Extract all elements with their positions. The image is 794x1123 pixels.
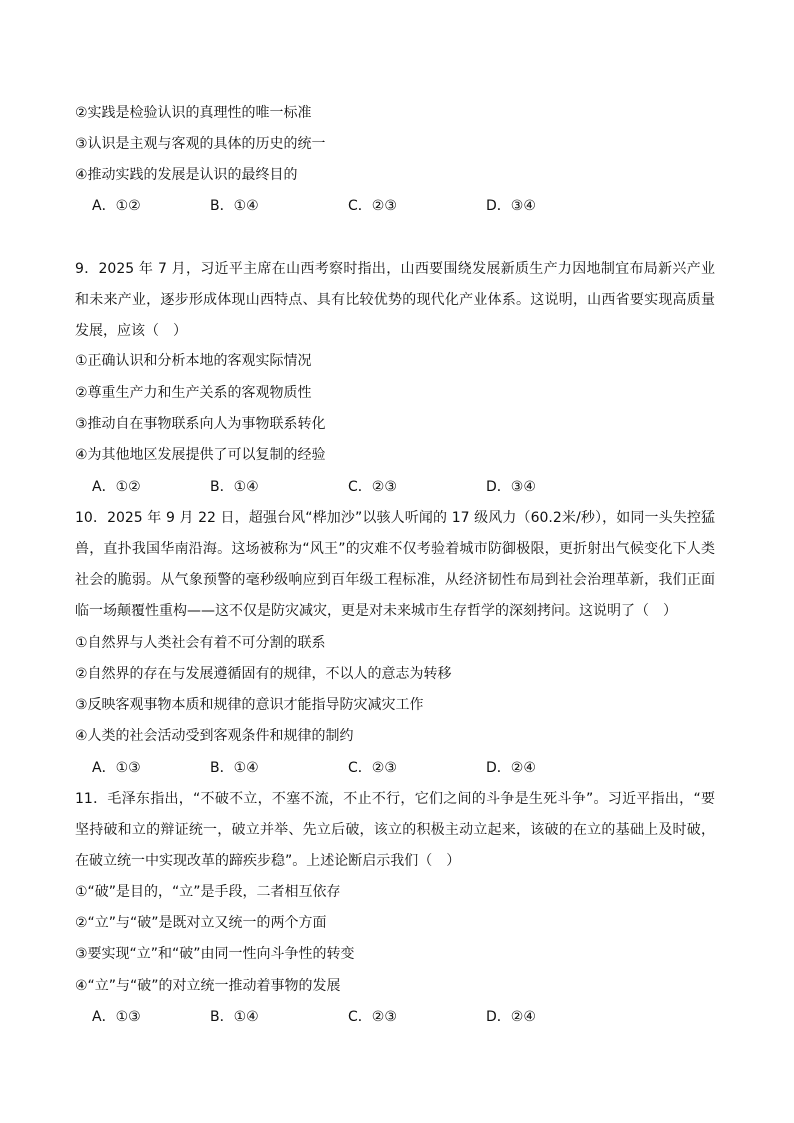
q11-statement-2: ②“立”与“破”是既对立又统一的两个方面 [75, 915, 327, 931]
q8-statement-3: ③认识是主观与客观的具体的历史的统一 [75, 136, 326, 152]
q8-statement-2: ②实践是检验认识的真理性的唯一标准 [75, 105, 312, 121]
q10-statement-2: ②自然界的存在与发展遵循固有的规律，不以人的意志为转移 [75, 666, 452, 682]
q11-option-d: D．②④ [486, 1009, 536, 1025]
q10-statement-3: ③反映客观事物本质和规律的意识才能指导防灾减灾工作 [75, 697, 424, 713]
q11-statement-4: ④“立”与“破”的对立统一推动着事物的发展 [75, 978, 341, 994]
q9-option-b: B．①④ [210, 479, 259, 495]
q11-option-c: C．②③ [348, 1009, 397, 1025]
q8-option-d: D．③④ [486, 198, 536, 214]
q9-stem: 9．2025 年 7 月，习近平主席在山西考察时指出，山西要围绕发展新质生产力因地制宜布局新兴产业和未来产业，逐步形成体现山西特点、具有比较优势的现代化产业体系。这说明，山西省要实现高质量发展，应该（ ） [75, 261, 715, 339]
q11-stem: 11．毛泽东指出，“不破不立，不塞不流，不止不行，它们之间的斗争是生死斗争”。习近平指出，“要坚持破和立的辩证统一，破立并举、先立后破，该立的积极主动立起来，该破的在立的基础上及时破，在破立统一中实现改革的蹄疾步稳”。上述论断启示我们（ ） [75, 791, 715, 869]
q9-statement-1: ①正确认识和分析本地的客观实际情况 [75, 353, 312, 369]
q8-option-c: C．②③ [348, 198, 397, 214]
q10-option-a: A．①③ [92, 760, 141, 776]
q11-statement-3: ③要实现“立”和“破”由同一性向斗争性的转变 [75, 946, 355, 962]
q10-option-b: B．①④ [210, 760, 259, 776]
q11-option-b: B．①④ [210, 1009, 259, 1025]
q10-stem: 10．2025 年 9 月 22 日，超强台风“桦加沙”以骇人听闻的 17 级风力（60.2米/秒），如同一头失控猛兽，直扑我国华南沿海。这场被称为“风王”的灾难不仅考验着城市防御极限，更折射出气候变化下人类社会的脆弱。从气象预警的毫秒级响应到百年级工程标准，从经济韧性布局到社会治理革新，我们正面临一场颠覆性重构——这不仅是防灾减灾，更是对未来城市生存哲学的深刻拷问。这说明了（ ） [75, 510, 715, 619]
q10-option-c: C．②③ [348, 760, 397, 776]
q8-statement-4: ④推动实践的发展是认识的最终目的 [75, 167, 298, 183]
q11-statement-1: ①“破”是目的，“立”是手段，二者相互依存 [75, 884, 341, 900]
q8-option-b: B．①④ [210, 198, 259, 214]
q9-statement-4: ④为其他地区发展提供了可以复制的经验 [75, 447, 326, 463]
q9-statement-3: ③推动自在事物联系向人为事物联系转化 [75, 416, 326, 432]
q9-option-a: A．①② [92, 479, 141, 495]
q10-statement-1: ①自然界与人类社会有着不可分割的联系 [75, 635, 326, 651]
q10-statement-4: ④人类的社会活动受到客观条件和规律的制约 [75, 728, 354, 744]
q9-option-d: D．③④ [486, 479, 536, 495]
q9-statement-2: ②尊重生产力和生产关系的客观物质性 [75, 385, 312, 401]
q11-option-a: A．①③ [92, 1009, 141, 1025]
q8-option-a: A．①② [92, 198, 141, 214]
q10-option-d: D．②④ [486, 760, 536, 776]
q9-option-c: C．②③ [348, 479, 397, 495]
